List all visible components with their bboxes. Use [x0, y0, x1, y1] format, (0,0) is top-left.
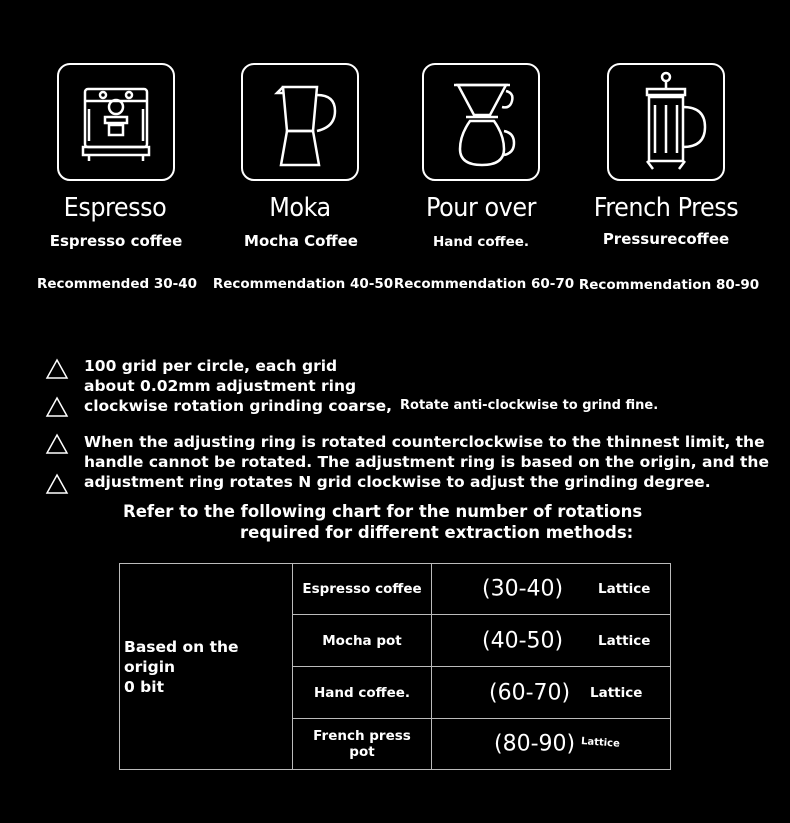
moka-card	[241, 63, 359, 181]
table-row-method-cell	[293, 719, 432, 770]
table-row-range-cell	[432, 667, 671, 719]
table-row-method: Hand coffee.	[293, 667, 432, 719]
table-row-method: Espresso coffee	[293, 564, 432, 615]
recommendation-pour-over: Recommendation 60-70	[393, 276, 575, 292]
lattice-label: Lattice	[598, 581, 651, 597]
table-row-method-suffix: pot	[349, 744, 375, 760]
range-value: (60-70)	[489, 680, 571, 705]
triangle-icon	[45, 473, 69, 499]
note-line-3: clockwise rotation grinding coarse,	[84, 397, 392, 415]
table-row-method: French press	[313, 728, 411, 744]
method-subtitle-pour-over: Hand coffee.	[432, 234, 530, 250]
triangle-icon	[45, 396, 69, 422]
method-subtitle-french-press: Pressurecoffee	[602, 230, 730, 248]
triangle-icon	[45, 358, 69, 384]
table-row-range-cell	[432, 615, 671, 667]
espresso-card	[57, 63, 175, 181]
recommendation-espresso: Recommended 30-40	[36, 276, 198, 292]
note-line-2: about 0.02mm adjustment ring	[84, 377, 357, 395]
origin-cell	[120, 564, 293, 770]
moka-pot-icon	[243, 65, 357, 179]
range-value: (40-50)	[482, 628, 564, 653]
recommendation-french-press: Recommendation 80-90	[578, 277, 760, 293]
table-row-range-cell	[432, 719, 671, 770]
table-row-range-cell	[432, 564, 671, 615]
method-subtitle-moka: Mocha Coffee	[244, 232, 358, 250]
range-value: (30-40)	[482, 576, 564, 602]
method-name-moka: Moka	[269, 193, 331, 223]
triangle-icon	[45, 433, 69, 459]
note-line-1: 100 grid per circle, each grid	[84, 357, 338, 375]
french-press-icon	[609, 65, 723, 179]
note-line-4: When the adjusting ring is rotated counterclockwise to the thinnest limit, the	[84, 433, 765, 451]
reference-line-1: Refer to the following chart for the number of rotations	[123, 502, 643, 521]
lattice-label: Lattice	[590, 684, 643, 701]
method-name-espresso: Espresso	[63, 193, 167, 223]
note-line-3-aside: Rotate anti-clockwise to grind fine.	[400, 398, 659, 413]
note-line-5: handle cannot be rotated. The adjustment ring is based on the origin, and the	[84, 453, 769, 471]
french-press-card	[607, 63, 725, 181]
pour-over-dripper-icon	[424, 65, 538, 179]
origin-label: Based on the origin	[124, 637, 239, 676]
table-row-method: Mocha pot	[293, 615, 432, 667]
origin-value: 0 bit	[124, 677, 164, 696]
lattice-label: Lattice	[598, 632, 651, 649]
range-value: (80-90)	[494, 731, 576, 757]
lattice-label: Lattice	[580, 736, 621, 750]
reference-line-2: required for different extraction methods:	[240, 523, 634, 542]
rotation-table	[119, 563, 671, 770]
method-name-pour-over: Pour over	[425, 193, 536, 223]
method-name-french-press: French Press	[593, 193, 739, 223]
pour-over-card	[422, 63, 540, 181]
recommendation-moka: Recommendation 40-50	[212, 276, 394, 292]
espresso-machine-icon	[59, 65, 173, 179]
note-line-6: adjustment ring rotates N grid clockwise to adjust the grinding degree.	[84, 473, 711, 491]
method-subtitle-espresso: Espresso coffee	[49, 232, 183, 250]
